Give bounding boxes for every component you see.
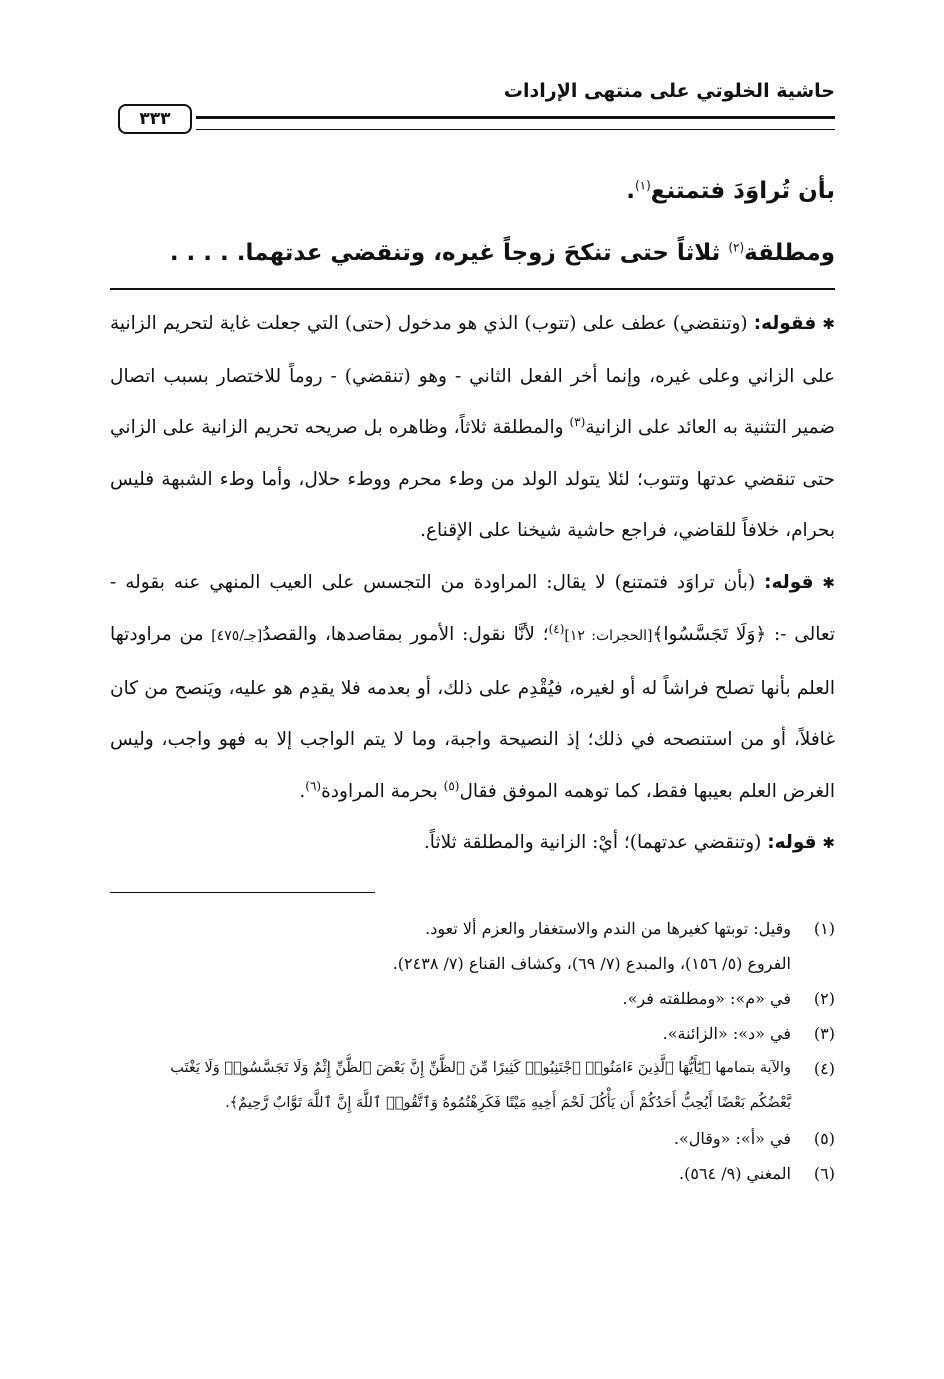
- footnote-text: في «م»: «ومطلقته فر».: [622, 988, 791, 1008]
- footnote-number: (١): [813, 918, 835, 938]
- paragraph-text: .: [299, 780, 306, 802]
- quran-verse-text: بَّعْضُكُم بَعْضًا أَيُحِبُّ أَحَدُكُمْ أَن يَأْكُلَ لَحْمَ أَخِيهِ مَيْتًا فَكَرِهْتُمُوهُ وَٱتَّقُوا۟ ٱللَّهَ إِنَّ ٱللَّهَ تَوَّابٌ رَّحِيمٌ﴾.: [225, 1094, 791, 1111]
- page-number: ٣٣٣: [118, 104, 192, 134]
- footnote-1: [110, 911, 835, 981]
- footnote-ref: (٥): [443, 778, 460, 793]
- commentary-paragraph-2: [110, 557, 835, 818]
- footnote-ref: (٦): [305, 778, 322, 793]
- matn-line-2: [110, 222, 835, 284]
- paragraph-text: (وتنقضي عدتهما)؛ أيْ: الزانية والمطلقة ثلاثاً.: [423, 832, 762, 853]
- paragraph-text: (وتنقضي) عطف على (تتوب) الذي هو مدخول (حتى) التي جعلت غاية لتحريم الزانية على الزاني وعلى غيره، وإنما أخر الفعل الثاني - وهو (تنقضي) - روماً للاختصار بسبب اتصال ضمير التثنية به العائد على الزانية: [110, 313, 835, 438]
- paragraph-text: بحرمة المراودة: [321, 780, 444, 802]
- footnote-divider: [110, 892, 375, 893]
- footnote-text: الفروع (٥/ ١٥٦)، والمبدع (٧/ ٦٩)، وكشاف القناع (٧/ ٢٤٣٨).: [392, 953, 791, 973]
- asterisk-icon: ✱: [822, 573, 835, 592]
- paragraph-text: (بأن تراوَد فتمتنع) لا يقال: المراودة من التجسس على العيب المنهي عنه بقوله - تعالى -: ﴿وَلَا تَجَسَّسُوا﴾: [110, 571, 835, 645]
- volume-reference: [جـ/٤٧٥]: [211, 628, 263, 644]
- footnote-text: في «د»: «الزائنة».: [662, 1023, 791, 1043]
- quran-verse-text: والآية بتمامها ﴿يَٰٓأَيُّهَا ٱلَّذِينَ ءَامَنُوا۟ ٱجْتَنِبُوا۟ كَثِيرًا مِّنَ ٱلظَّنِّ إِنَّ بَعْضَ ٱلظَّنِّ إِثْمٌ وَلَا تَجَسَّسُوا۟ وَلَا يَغْتَب: [170, 1059, 791, 1076]
- matn-phrase: ومطلقة: [744, 240, 835, 266]
- book-page: [110, 70, 835, 1191]
- footnote-number: (٤): [813, 1058, 835, 1078]
- ayah-reference: [الحجرات: ١٢]: [564, 628, 653, 644]
- matn-phrase: بأن تُراوَدَ فتمتنع: [650, 178, 835, 204]
- footnote-3: [110, 1016, 835, 1051]
- footnote-number: (٦): [813, 1163, 835, 1183]
- matn-phrase: ثلاثاً حتى تنكحَ زوجاً غيره، وتنقضي عدتهما. . . . .: [169, 240, 729, 266]
- commentary: [110, 298, 835, 870]
- footnote-ref: (٢): [728, 240, 745, 255]
- footnote-number: (٥): [813, 1128, 835, 1148]
- footnote-2: [110, 981, 835, 1016]
- footnote-6: [110, 1156, 835, 1191]
- footnote-5: [110, 1121, 835, 1156]
- matn-line-1: [110, 160, 835, 222]
- paragraph-text: من مراودتها العلم بأنها تصلح فراشاً له أو لغيره، فيُقْدِم على ذلك، أو بعدمه فلا يقدِم هو عليه، ويَنصح من كان غافلاً، أو من استنصحه في ذلك؛ إذ النصيحة واجبة، وما لا يتم الواجب إلا به فهو واجب، وليس الغرض العلم بعيبها فقط، كما توهمه الموفق فقال: [110, 624, 835, 802]
- matn-period: .: [626, 178, 635, 204]
- footnote-ref: (٤): [548, 621, 565, 636]
- matn-divider: [110, 288, 835, 290]
- paragraph-lead: فقوله:: [753, 313, 817, 334]
- footnote-ref: (٣): [569, 414, 586, 429]
- footnote-4: [110, 1051, 835, 1121]
- footnote-ref: (١): [634, 178, 651, 193]
- footnote-text: في «أ»: «وقال».: [673, 1128, 791, 1148]
- asterisk-icon: ✱: [822, 834, 835, 852]
- matn-text: [110, 160, 835, 284]
- running-title: حاشية الخلوتي على منتهى الإرادات: [503, 80, 835, 102]
- footnote-text: وقيل: توبتها كغيرها من الندم والاستغفار والعزم ألا تعود.: [425, 918, 791, 938]
- page-header: [110, 70, 835, 130]
- commentary-paragraph-3: [110, 817, 835, 870]
- footnotes: [110, 911, 835, 1191]
- paragraph-text: ؛ لأنَّا نقول: الأمور بمقاصدها، والقصدُ: [262, 624, 549, 645]
- paragraph-text: والمطلقة ثلاثاً، وظاهره بل صريحه تحريم الزانية على الزاني حتى تنقضي عدتها وتتوب؛ لئلا يتولد الولد من وطء محرم ووطء حلال، وأما وطء الشبهة فليس بحرام، خلافاً للقاضي، فراجع حاشية شيخنا على الإقناع.: [110, 417, 835, 541]
- commentary-paragraph-1: [110, 298, 835, 557]
- footnote-number: (٢): [813, 988, 835, 1008]
- asterisk-icon: ✱: [822, 315, 835, 333]
- paragraph-lead: قوله:: [764, 571, 814, 593]
- footnote-text: المغني (٩/ ٥٦٤).: [679, 1163, 791, 1183]
- paragraph-lead: قوله:: [767, 832, 817, 853]
- header-rule: [196, 116, 835, 130]
- footnote-number: (٣): [813, 1023, 835, 1043]
